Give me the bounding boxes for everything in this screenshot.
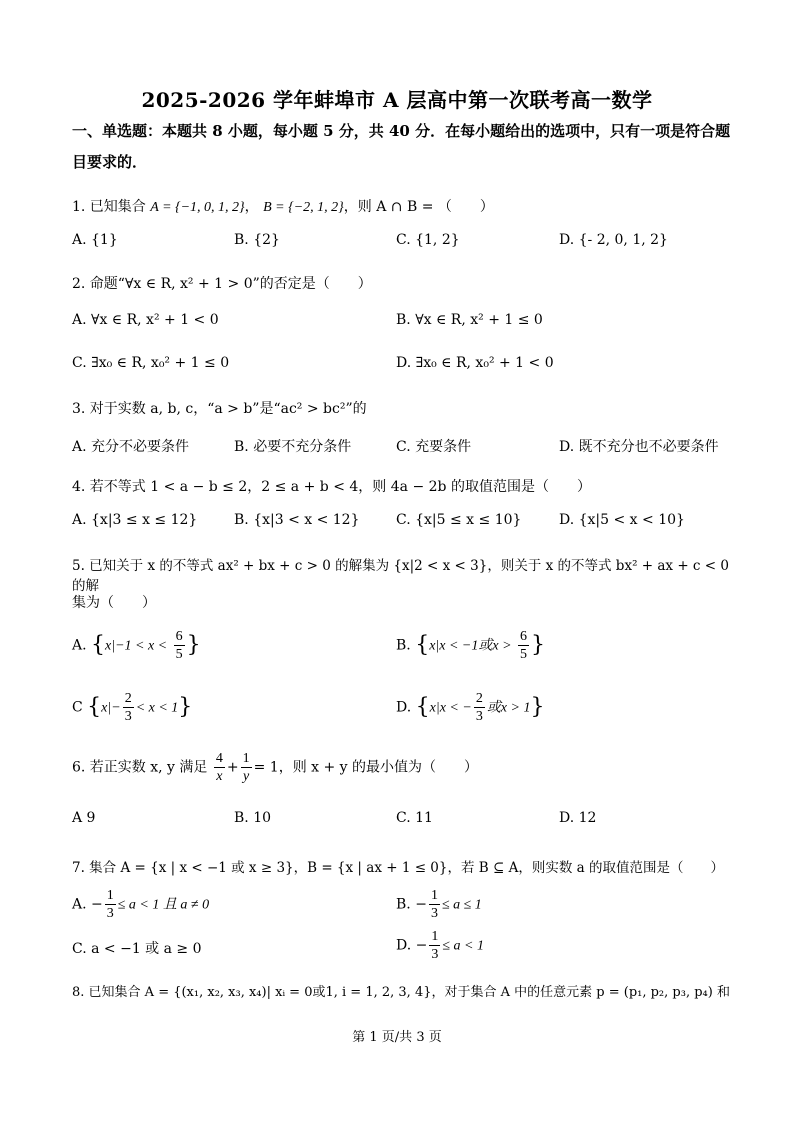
- question-8: 8. 已知集合 A = {(x₁, x₂, x₃, x₄)| xᵢ = 0或1, i = 1, 2, 3, 4}，对于集合 A 中的任意元素 p = (p₁, p₂, p₃, p₄) 和: [72, 985, 730, 1000]
- q7-option-a: A. − $\frac{1}{3}$ ≤ a < 1 且 a ≠ 0: [72, 888, 210, 921]
- q6-option-d: D. 12: [559, 810, 597, 826]
- q4-option-c: C. {x|5 ≤ x ≤ 10}: [396, 512, 522, 528]
- q5-option-b-fraction: $\frac{6}{5}$: [520, 629, 527, 662]
- q7-option-c: C. a < −1 或 a ≥ 0: [72, 941, 202, 957]
- q6-stem-pre: 6. 若正实数 x, y 满足: [72, 759, 208, 776]
- q7-option-b-fraction: $\frac{1}{3}$: [430, 888, 438, 921]
- q1-stem-pre: 1. 已知集合: [72, 199, 146, 215]
- q5-option-c-label: C: [72, 699, 83, 716]
- q3-option-a: A. 充分不必要条件: [72, 439, 190, 455]
- q6-fraction-2: $\frac{1}{y}$: [242, 751, 250, 784]
- q2-option-c: C. ∃x₀ ∈ R, x₀² + 1 ≤ 0: [72, 355, 230, 371]
- section-heading: 一、单选题：本题共 8 小题，每小题 5 分，共 40 分．在每小题给出的选项中，只有一项是符合题目要求的．: [72, 122, 731, 171]
- q5-option-c-tail: < x < 1: [135, 700, 179, 716]
- q5-option-b-label: B.: [396, 637, 411, 654]
- q5-option-a: A. {x|−1 < x < $\frac{6}{5}$ }: [72, 629, 201, 662]
- q7-option-b-text: ≤ a ≤ 1: [441, 897, 482, 913]
- q1-option-a: A. {1}: [72, 232, 118, 248]
- q7-option-a-label: A.: [72, 896, 87, 913]
- q7-option-d-fraction: $\frac{1}{3}$: [431, 929, 439, 962]
- q3-option-d: D. 既不充分也不必要条件: [559, 439, 719, 455]
- q5-option-d-fraction: $\frac{2}{3}$: [475, 691, 483, 724]
- q4-option-d: D. {x|5 < x < 10}: [559, 512, 685, 528]
- q2-option-b: B. ∀x ∈ R, x² + 1 ≤ 0: [396, 312, 543, 328]
- q7-option-a-fraction: $\frac{1}{3}$: [106, 888, 114, 921]
- q7-option-a-text: ≤ a < 1 且 a ≠ 0: [117, 897, 210, 913]
- q2-option-d: D. ∃x₀ ∈ R, x₀² + 1 < 0: [396, 355, 554, 371]
- q7-option-b: B. − $\frac{1}{3}$ ≤ a ≤ 1: [396, 888, 482, 921]
- q6-option-a: A 9: [72, 810, 96, 826]
- q6-option-b: B. 10: [234, 810, 272, 826]
- q5-option-a-text: x|−1 < x <: [105, 638, 168, 654]
- q3-option-c: C. 充要条件: [396, 439, 472, 455]
- q5-option-d: D. {x|x < − $\frac{2}{3}$ 或x > 1}: [396, 691, 545, 724]
- q5-option-d-label: D.: [396, 699, 412, 716]
- question-6: 6. 若正实数 x, y 满足 $\frac{4}{x}$ + $\frac{1}{y}$ = 1，则 x + y 的最小值为（ ）: [72, 751, 479, 784]
- question-3: 3. 对于实数 a, b, c，“a > b”是“ac² > bc²”的: [72, 401, 367, 417]
- question-2: 2. 命题“∀x ∈ R, x² + 1 > 0”的否定是（ ）: [72, 276, 372, 292]
- q3-option-b: B. 必要不充分条件: [234, 439, 352, 455]
- q6-fraction-1: $\frac{4}{x}$: [215, 751, 223, 784]
- q1-option-b: B. {2}: [234, 232, 280, 248]
- page-footer: 第 1 页/共 3 页: [352, 1030, 442, 1045]
- q2-option-a: A. ∀x ∈ R, x² + 1 < 0: [72, 312, 219, 328]
- q1-set-a: A = {−1, 0, 1, 2}: [150, 200, 245, 215]
- q7-option-b-label: B.: [396, 896, 411, 913]
- question-5-line-2: 集为（ ）: [72, 595, 156, 611]
- page-title: 2025-2026 学年蚌埠市 A 层高中第一次联考高一数学: [141, 88, 653, 112]
- q7-option-d-text: ≤ a < 1: [442, 938, 485, 954]
- q5-option-b: B. {x|x < −1或x > $\frac{6}{5}$ }: [396, 629, 545, 662]
- q1-option-d: D. {- 2, 0, 1, 2}: [559, 232, 668, 248]
- q7-option-d: D. − $\frac{1}{3}$ ≤ a < 1: [396, 929, 485, 962]
- q5-option-b-text: x|x < −1或x >: [429, 638, 512, 654]
- q5-option-c: C {x|− $\frac{2}{3}$ < x < 1}: [72, 691, 193, 724]
- question-4: 4. 若不等式 1 < a − b ≤ 2，2 ≤ a + b < 4，则 4a − 2b 的取值范围是（ ）: [72, 479, 591, 495]
- q5-option-d-tail: 或x > 1: [486, 700, 531, 716]
- q1-set-b: B = {−2, 1, 2}: [263, 200, 344, 215]
- q7-option-d-label: D.: [396, 937, 412, 954]
- q4-option-a: A. {x|3 ≤ x ≤ 12}: [72, 512, 198, 528]
- q6-stem-post: = 1，则 x + y 的最小值为（ ）: [253, 759, 479, 776]
- q6-option-c: C. 11: [396, 810, 433, 826]
- q5-option-c-text: x|−: [101, 700, 121, 716]
- q4-option-b: B. {x|3 < x < 12}: [234, 512, 360, 528]
- q1-stem-post: ，则 A ∩ B = （ ）: [343, 199, 494, 215]
- q5-option-a-fraction: $\frac{6}{5}$: [175, 629, 183, 662]
- question-7: 7. 集合 A = {x | x < −1 或 x ≥ 3}，B = {x | ax + 1 ≤ 0}，若 B ⊆ A，则实数 a 的取值范围是（ ）: [72, 860, 724, 876]
- question-5-line-1: 5. 已知关于 x 的不等式 ax² + bx + c > 0 的解集为 {x|2 < x < 3}，则关于 x 的不等式 bx² + ax + c < 0 的解: [72, 558, 729, 594]
- q5-option-a-label: A.: [72, 637, 87, 654]
- q5-option-d-text: x|x < −: [429, 700, 472, 716]
- question-1: 1. 已知集合 A = {−1, 0, 1, 2}， B = {−2, 1, 2}，则 A ∩ B = （ ）: [72, 199, 494, 215]
- q5-option-c-fraction: $\frac{2}{3}$: [124, 691, 132, 724]
- q1-option-c: C. {1, 2}: [396, 232, 460, 248]
